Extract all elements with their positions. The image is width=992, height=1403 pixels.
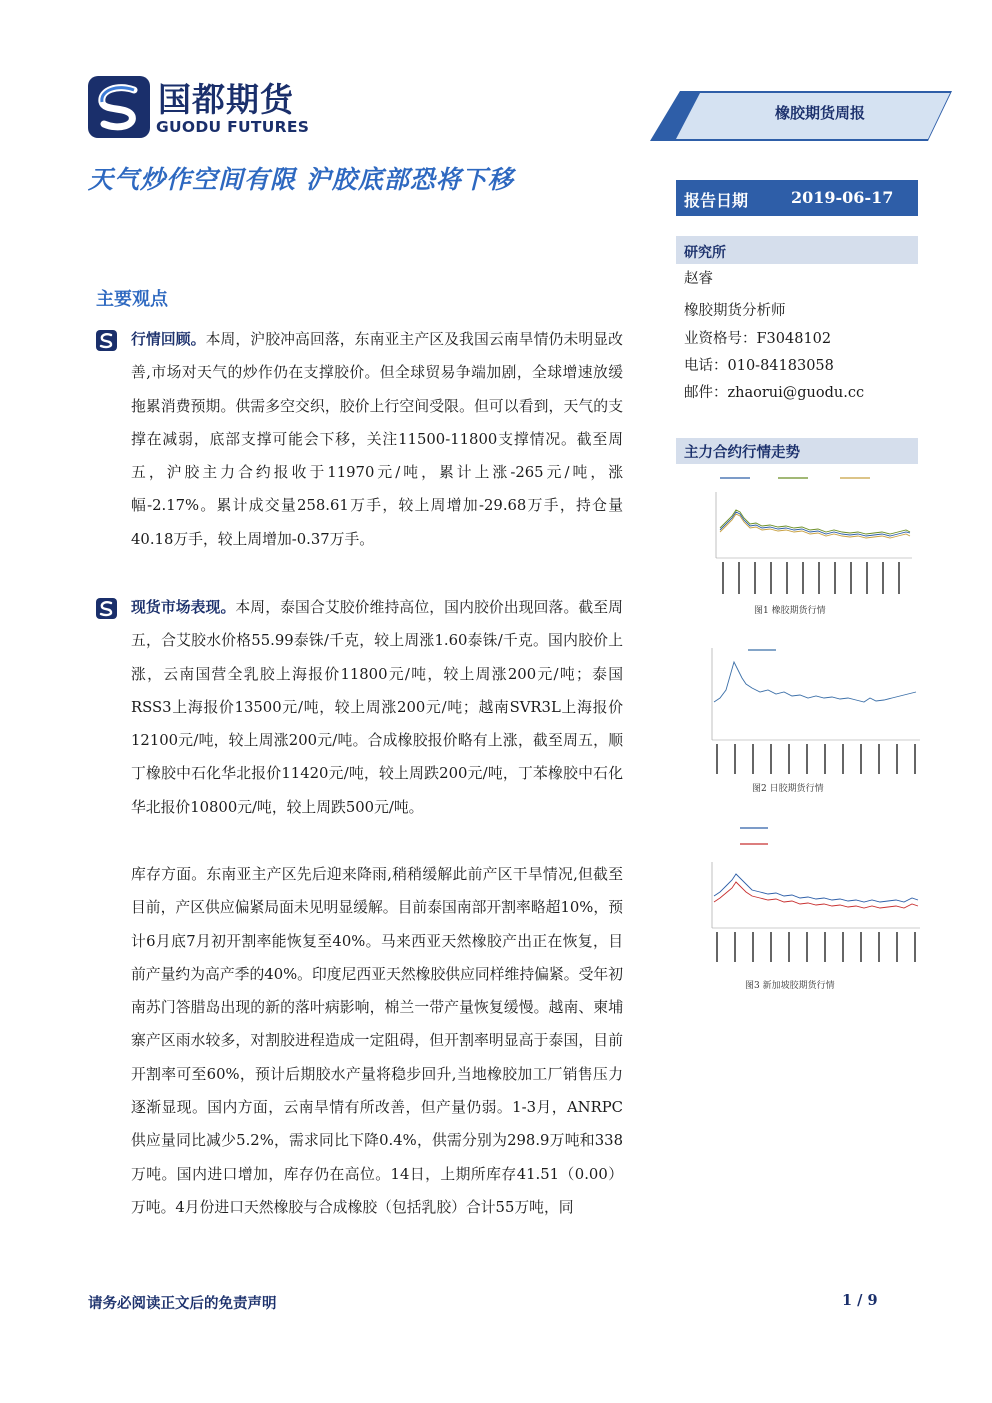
x-tick-mark xyxy=(802,562,804,594)
x-tick-mark xyxy=(914,932,916,962)
x-tick-mark xyxy=(716,932,718,962)
series-line xyxy=(720,510,910,534)
x-tick-mark xyxy=(896,932,898,962)
analyst-phone: 电话：010-84183058 xyxy=(684,358,834,374)
x-tick-mark xyxy=(786,562,788,594)
x-tick-mark xyxy=(752,744,754,774)
bullet-logo-icon xyxy=(96,330,117,351)
x-tick-mark xyxy=(824,744,826,774)
x-tick-mark xyxy=(806,932,808,962)
x-tick-mark xyxy=(738,562,740,594)
x-tick-mark xyxy=(850,562,852,594)
x-tick-mark xyxy=(866,562,868,594)
x-tick-mark xyxy=(896,744,898,774)
x-tick-mark xyxy=(770,562,772,594)
x-tick-mark xyxy=(842,932,844,962)
figure-1-chart xyxy=(680,470,920,600)
paragraph-market-review xyxy=(131,323,623,556)
x-tick-marks xyxy=(722,562,900,594)
figure-2-svg xyxy=(680,640,925,776)
x-tick-mark xyxy=(878,932,880,962)
logo-english-name: GUODU FUTURES xyxy=(156,118,310,136)
figure-2-chart xyxy=(680,640,925,776)
analyst-license: 业资格号：F3048102 xyxy=(684,331,832,347)
institute-label: 研究所 xyxy=(684,245,726,261)
paragraph-body: 本周，泰国合艾胶价维持高位，国内胶价出现回落。截至周五，合艾胶水价格55.99泰铢/千克，较上周涨1.60泰铢/千克。国内胶价上涨，云南国营全乳胶上海报价11800元/吨，较上周涨200元/吨；泰国RSS3上海报价13500元/吨，较上周涨200元/吨；越南SVR3L上海报价12100元/吨，较上周涨200元/吨。合成橡胶报价略有上涨，截至周五，顺丁橡胶中石化华北报价11420元/吨，较上周跌200元/吨，丁苯橡胶中石化华北报价10800元/吨，较上周跌500元/吨。 xyxy=(131,599,623,816)
x-tick-mark xyxy=(716,744,718,774)
paragraph-inventory xyxy=(131,858,623,1224)
x-tick-mark xyxy=(860,932,862,962)
x-tick-mark xyxy=(818,562,820,594)
x-tick-mark xyxy=(834,562,836,594)
x-tick-mark xyxy=(882,562,884,594)
report-title: 天气炒作空间有限 沪胶底部恐将下移 xyxy=(88,165,514,194)
paragraph-lead: 行情回顾。 xyxy=(131,331,206,348)
x-tick-mark xyxy=(734,932,736,962)
x-tick-mark xyxy=(770,744,772,774)
figure-3-caption: 图3 新加坡胶期货行情 xyxy=(745,981,835,991)
paragraph-body: 本周，沪胶冲高回落，东南亚主产区及我国云南旱情仍未明显改善,市场对天气的炒作仍在支撑胶价。但全球贸易争端加剧，全球增速放缓拖累消费预期。供需多空交织，胶价上行空间受限。但可以看到，天气的支撑在减弱，底部支撑可能会下移，关注11500-11800支撑情况。截至周五，沪胶主力合约报收于11970元/吨，累计上涨-265元/吨，涨幅-2.17%。累计成交量258.61万手，较上周增加-29.68万手，持仓量40.18万手，较上周增加-0.37万手。 xyxy=(131,331,623,548)
figure-1-caption: 图1 橡胶期货行情 xyxy=(754,606,826,616)
x-tick-mark xyxy=(752,932,754,962)
x-tick-mark xyxy=(806,744,808,774)
series-line xyxy=(714,662,916,702)
x-tick-mark xyxy=(722,562,724,594)
x-tick-mark xyxy=(788,932,790,962)
x-tick-mark xyxy=(734,744,736,774)
report-date-label: 报告日期 xyxy=(684,191,749,210)
analyst-role: 橡胶期货分析师 xyxy=(684,303,786,319)
bullet-logo-icon xyxy=(96,598,117,619)
analyst-name: 赵睿 xyxy=(684,271,713,287)
x-tick-mark xyxy=(898,562,900,594)
logo-chinese-name: 国都期货 xyxy=(158,80,294,119)
x-tick-mark xyxy=(754,562,756,594)
x-tick-mark xyxy=(770,932,772,962)
figure-1-svg xyxy=(680,470,920,600)
x-tick-mark xyxy=(824,932,826,962)
paragraph-body: 库存方面。东南亚主产区先后迎来降雨,稍稍缓解此前产区干旱情况,但截至目前，产区供应偏紧局面未见明显缓解。目前泰国南部开割率略超10%，预计6月底7月初开割率能恢复至40%。马来西亚天然橡胶产出正在恢复，目前产量约为高产季的40%。印度尼西亚天然橡胶供应同样维持偏紧。受年初南苏门答腊岛出现的新的落叶病影响，棉兰一带产量恢复缓慢。越南、柬埔寨产区雨水较多，对割胶进程造成一定阻碍，但开割率明显高于泰国，目前开割率可至60%，预计后期胶水产量将稳步回升,当地橡胶加工厂销售压力逐渐显现。国内方面，云南旱情有所改善，但产量仍弱。1-3月，ANRPC供应量同比减少5.2%，需求同比下降0.4%，供需分别为298.9万吨和338万吨。国内进口增加，库存仍在高位。14日，上期所库存41.51（0.00）万吨。4月份进口天然橡胶与合成橡胶（包括乳胶）合计55万吨，同 xyxy=(131,866,623,1216)
series-line xyxy=(714,882,918,908)
page-number: 1 / 9 xyxy=(842,1292,878,1309)
report-date-box xyxy=(676,180,918,216)
main-points-heading: 主要观点 xyxy=(96,289,168,310)
footer-disclaimer: 请务必阅读正文后的免责声明 xyxy=(88,1295,277,1312)
company-logo xyxy=(88,74,338,142)
report-date-value: 2019-06-17 xyxy=(791,188,894,207)
x-tick-marks xyxy=(716,932,916,962)
analyst-email: 邮件：zhaorui@guodu.cc xyxy=(684,385,865,401)
x-tick-mark xyxy=(788,744,790,774)
paragraph-lead: 现货市场表现。 xyxy=(131,599,236,616)
figure-3-svg xyxy=(680,820,925,970)
paragraph-spot-market xyxy=(131,591,623,824)
x-tick-marks xyxy=(716,744,916,774)
guodu-logo-icon xyxy=(88,76,150,138)
x-tick-mark xyxy=(842,744,844,774)
x-tick-mark xyxy=(914,744,916,774)
figure-3-chart xyxy=(680,820,925,970)
x-tick-mark xyxy=(878,744,880,774)
report-type-label: 橡胶期货周报 xyxy=(774,104,865,122)
series-line xyxy=(714,874,918,902)
figure-2-caption: 图2 日胶期货行情 xyxy=(752,784,824,794)
x-tick-mark xyxy=(860,744,862,774)
chart-section-label: 主力合约行情走势 xyxy=(684,444,800,461)
